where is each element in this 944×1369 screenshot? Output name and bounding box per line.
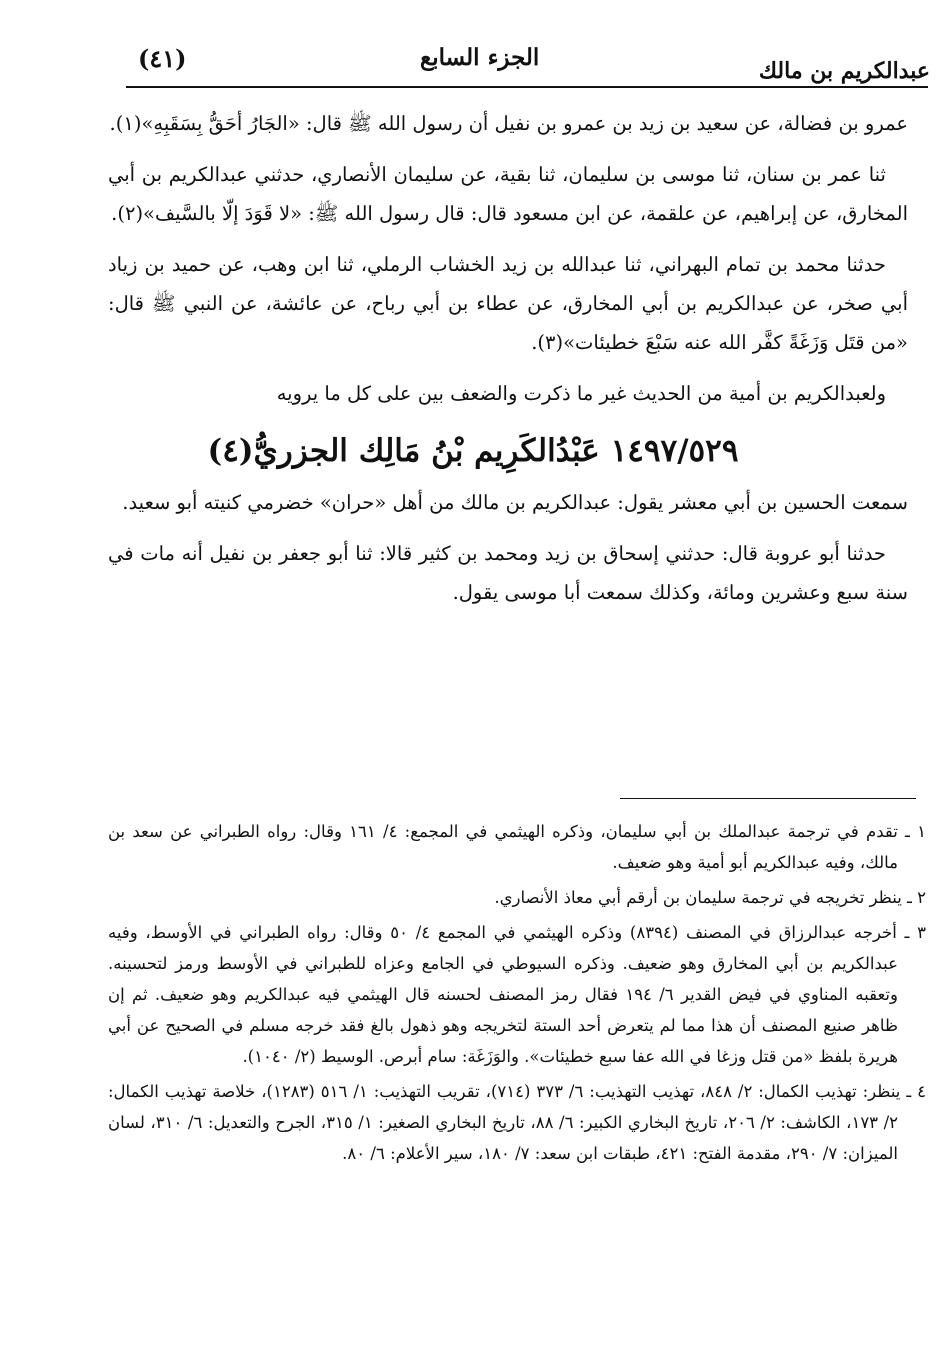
entry-title: ١٤٩٧/٥٢٩ عَبْدُالكَرِيم بْنُ مَالِك الجزريُّ(٤) <box>207 433 739 469</box>
paragraph-5: سمعت الحسين بن أبي معشر يقول: عبدالكريم بن مالك من أهل «حران» خضرمي كنيته أبو سعيد. <box>122 491 908 514</box>
paragraph-3: حدثنا محمد بن تمام البهراني، ثنا عبدالله بن زيد الخشاب الرملي، ثنا ابن وهب، عن حميد بن زياد أبي صخر، عن عبدالكريم بن أبي المخارق، عن عطاء بن أبي رباح، عن عائشة، عن النبي ﷺ قال: «من قتَل وَزَغَةً كفَّر الله عنه سَبْعَ خطيئات»(٣). <box>108 253 908 354</box>
footnotes <box>108 816 926 1173</box>
paragraph-4: ولعبدالكريم بن أمية من الحديث غير ما ذكرت والضعف بين على كل ما يرويه <box>276 382 886 405</box>
paragraph-2: ثنا عمر بن سنان، ثنا موسى بن سليمان، ثنا بقية، عن سليمان الأنصاري، حدثني عبدالكريم بن أبي المخارق، عن إبراهيم، عن علقمة، عن ابن مسعود قال: قال رسول الله ﷺ: «لا قَوَدَ إلّا بالسَّيف»(٢). <box>108 163 908 225</box>
paragraph-1: عمرو بن فضالة، عن سعيد بن زيد بن عمرو بن نفيل أن رسول الله ﷺ قال: «الجَارُ أحَقُّ بِسَقَبِهِ»(١). <box>109 112 908 135</box>
main-text <box>108 104 908 624</box>
paragraph-6: حدثنا أبو عروبة قال: حدثني إسحاق بن زيد ومحمد بن كثير قالا: ثنا أبو جعفر بن نفيل أنه مات في سنة سبع وعشرين ومائة، وكذلك سمعت أبا موسى يقول. <box>108 542 908 604</box>
header-rule <box>126 86 928 88</box>
footnote-rule <box>620 798 916 799</box>
footnote-3: ٣ ـ أخرجه عبدالرزاق في المصنف (٨٣٩٤) وذكره الهيثمي في المجمع ٤/ ٥٠ وقال: رواه الطبراني في الأوسط، وفيه عبدالكريم بن أبي المخارق وهو ضعيف. وذكره السيوطي في الجامع وعزاه للطبراني في الأوسط ورمز لتحسينه. وتعقبه المناوي في فيض القدير ٦/ ١٩٤ فقال رمز المصنف لحسنه قال الهيثمي فيه عبدالكريم وهو ضعيف. ثم إن ظاهر صنيع المصنف أن هذا مما لم يتعرض أحد الستة لتخريجه وهو ذهول بالغ فقد خرجه مسلم في الصحيح عن أبي هريرة بلفظ «من قتل وزغا في الله عفا سبع خطيئات». والوَزَغَة: سام أبرص. الوسيط (٢/ ١٠٤٠). <box>108 923 926 1066</box>
running-header-volume: الجزء السابع <box>420 44 540 71</box>
footnote-2: ٢ ـ ينظر تخريجه في ترجمة سليمان بن أرقم أبي معاذ الأنصاري. <box>494 888 926 907</box>
page-number: (٤١) <box>138 44 187 73</box>
footnote-1: ١ ـ تقدم في ترجمة عبدالملك بن أبي سليمان، وذكره الهيثمي في المجمع: ٤/ ١٦١ وقال: رواه الطبراني عن سعد بن مالك، وفيه عبدالكريم أبو أمية وهو ضعيف. <box>108 822 926 872</box>
running-header-entry: عبدالكريم بن مالك <box>758 58 930 84</box>
footnote-4: ٤ ـ ينظر: تهذيب الكمال: ٢/ ٨٤٨، تهذيب التهذيب: ٦/ ٣٧٣ (٧١٤)، تقريب التهذيب: ١/ ٥١٦ (١٢٨٣)، خلاصة تهذيب الكمال: ٢/ ١٧٣، الكاشف: ٢/ ٢٠٦، تاريخ البخاري الكبير: ٦/ ٨٨، تاريخ البخاري الصغير: ١/ ٣١٥، الجرح والتعديل: ٦/ ٣١٠، لسان الميزان: ٧/ ٢٩٠، مقدمة الفتح: ٤٢١، طبقات ابن سعد: ٧/ ١٨٠، سير الأعلام: ٦/ ٨٠. <box>108 1082 926 1163</box>
